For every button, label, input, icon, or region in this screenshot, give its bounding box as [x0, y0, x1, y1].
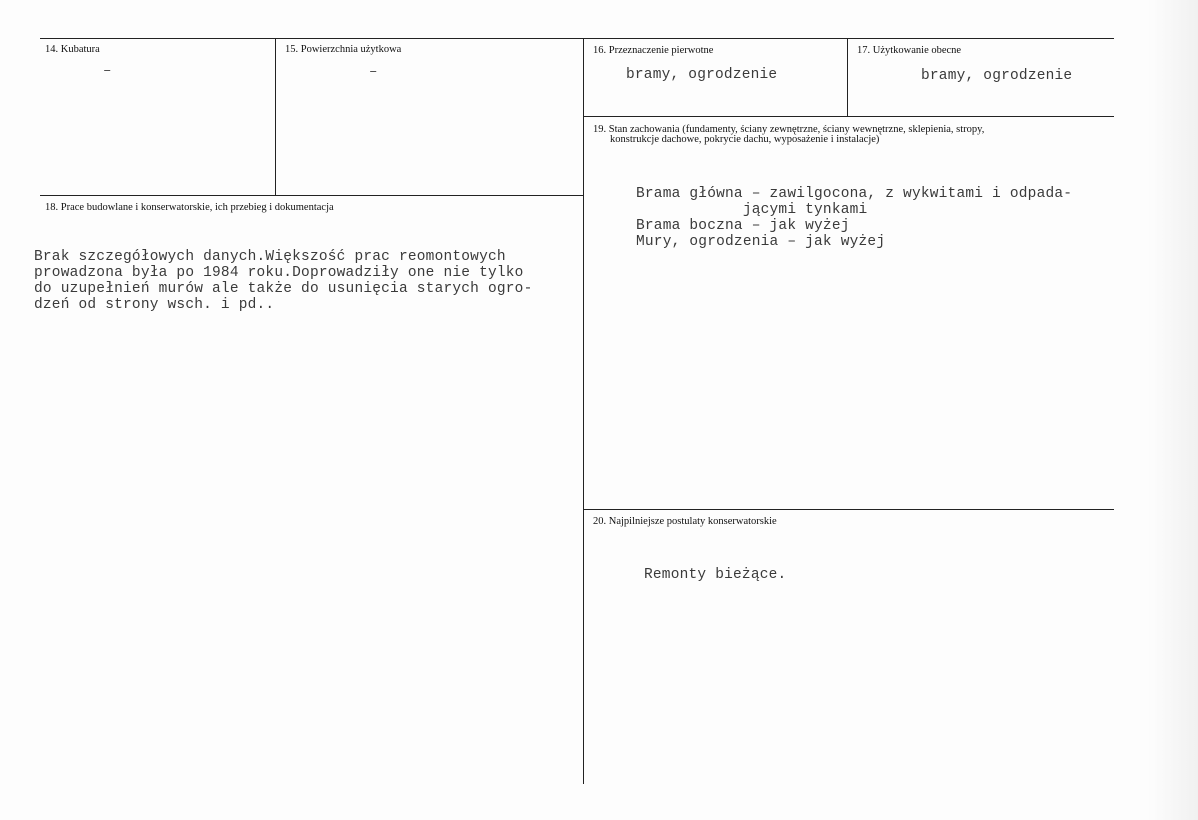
field-17-label: 17. Użytkowanie obecne: [857, 45, 962, 56]
field-15-label: 15. Powierzchnia użytkowa: [285, 44, 402, 55]
field-17-value: bramy, ogrodzenie: [921, 68, 1073, 84]
field-18-line: prowadzona była po 1984 roku.Doprowadziły one nie tylko: [34, 265, 524, 281]
field-18-label: 18. Prace budowlane i konserwatorskie, ich przebieg i dokumentacja: [45, 202, 334, 213]
field-18-line: Brak szczegółowych danych.Większość prac reomontowych: [34, 249, 506, 265]
field-19-label-cont: konstrukcje dachowe, pokrycie dachu, wyposażenie i instalacje): [610, 134, 880, 145]
field-19-line: Brama boczna – jak wyżej: [636, 218, 850, 234]
rule-above-20: [583, 509, 1114, 510]
divider-16-17: [847, 38, 848, 116]
divider-14-15: [275, 38, 276, 195]
field-18-line: dzeń od strony wsch. i pd..: [34, 297, 275, 313]
field-19-line: jącymi tynkami: [636, 202, 868, 218]
field-18-line: do uzupełnień murów ale także do usunięcia starych ogro-: [34, 281, 533, 297]
field-15-value: –: [369, 64, 378, 80]
field-16-label: 16. Przeznaczenie pierwotne: [593, 45, 714, 56]
top-rule: [40, 38, 1114, 39]
field-19-label: 19. Stan zachowania (fundamenty, ściany zewnętrzne, ściany wewnętrzne, sklepienia, stropy,: [593, 124, 985, 135]
rule-above-18: [40, 195, 584, 196]
field-20-value: Remonty bieżące.: [644, 567, 787, 583]
field-19-line: Mury, ogrodzenia – jak wyżej: [636, 234, 886, 250]
center-divider: [583, 38, 584, 784]
field-16-value: bramy, ogrodzenie: [626, 67, 778, 83]
field-19-line: Brama główna – zawilgocona, z wykwitami i odpada-: [636, 186, 1073, 202]
rule-under-16-17: [583, 116, 1114, 117]
field-14-label: 14. Kubatura: [45, 44, 100, 55]
field-14-value: –: [103, 63, 112, 79]
field-20-label: 20. Najpilniejsze postulaty konserwatorskie: [593, 516, 777, 527]
scan-edge-shadow: [1148, 0, 1198, 820]
